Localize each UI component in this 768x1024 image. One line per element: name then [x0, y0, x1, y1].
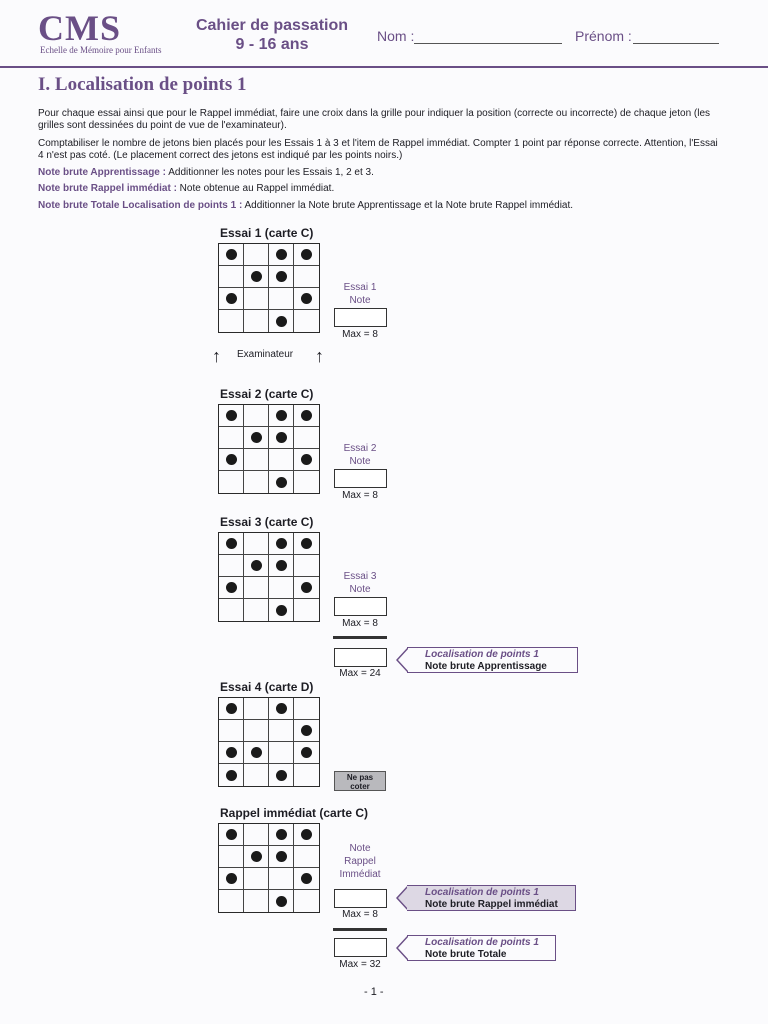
grid-cell[interactable]: [269, 266, 294, 288]
instruction-totale-label: Note brute Totale Localisation de points 1 :: [38, 200, 243, 211]
grid-title-essai-1: Essai 1 (carte C): [220, 226, 314, 240]
grid-cell[interactable]: [269, 427, 294, 449]
token-dot: [251, 432, 262, 443]
max-totale: Max = 32: [339, 959, 381, 970]
arrow-up-icon: ↑: [315, 346, 324, 366]
grid-cell[interactable]: [219, 720, 244, 742]
instruction-apprentissage-text: Additionner les notes pour les Essais 1, 2 et 3.: [165, 167, 374, 178]
token-dot: [276, 829, 287, 840]
prenom-label: Prénom :: [575, 28, 632, 44]
score-box-essai-1[interactable]: [334, 308, 387, 327]
section-title: I. Localisation de points 1: [38, 74, 247, 95]
grid-cell[interactable]: [294, 698, 319, 720]
token-dot: [226, 293, 237, 304]
callout-apprentissage: [407, 647, 578, 673]
callout-apprentissage-line1: Localisation de points 1: [425, 649, 539, 660]
instruction-totale-text: Additionner la Note brute Apprentissage et la Note brute Rappel immédiat.: [242, 200, 574, 211]
grid-cell[interactable]: [294, 824, 319, 846]
grid-title-essai-3: Essai 3 (carte C): [220, 515, 314, 529]
grid-cell[interactable]: [294, 577, 319, 599]
token-dot: [226, 538, 237, 549]
grid-cell[interactable]: [269, 405, 294, 427]
grid-cell[interactable]: [269, 764, 294, 786]
grid-essai-1[interactable]: [218, 243, 320, 333]
token-dot: [301, 829, 312, 840]
grid-cell[interactable]: [294, 533, 319, 555]
note-label-essai-3: Essai 3 Note: [343, 571, 377, 595]
token-dot: [226, 582, 237, 593]
grid-cell[interactable]: [219, 868, 244, 890]
grid-cell[interactable]: [244, 427, 269, 449]
grid-cell[interactable]: [244, 405, 269, 427]
grid-cell[interactable]: [294, 599, 319, 621]
grid-cell[interactable]: [294, 868, 319, 890]
grid-cell[interactable]: [269, 720, 294, 742]
grid-cell[interactable]: [219, 471, 244, 493]
note-label-essai-2: Essai 2 Note: [343, 443, 377, 467]
arrow-up-icon: ↑: [212, 346, 221, 366]
grid-cell[interactable]: [219, 764, 244, 786]
grid-cell[interactable]: [294, 449, 319, 471]
grid-cell[interactable]: [294, 720, 319, 742]
grid-cell[interactable]: [244, 599, 269, 621]
token-dot: [226, 249, 237, 260]
grid-cell[interactable]: [219, 533, 244, 555]
grid-cell[interactable]: [269, 599, 294, 621]
grid-cell[interactable]: [294, 846, 319, 868]
nom-label: Nom :: [377, 28, 415, 44]
grid-cell[interactable]: [269, 846, 294, 868]
token-dot: [226, 747, 237, 758]
grid-cell[interactable]: [244, 890, 269, 912]
token-dot: [226, 770, 237, 781]
callout-totale-line2: Note brute Totale: [425, 949, 507, 960]
grid-cell[interactable]: [269, 868, 294, 890]
callout-rappel-line2: Note brute Rappel immédiat: [425, 899, 558, 910]
token-dot: [276, 851, 287, 862]
token-dot: [251, 747, 262, 758]
token-dot: [276, 703, 287, 714]
token-dot: [226, 873, 237, 884]
grid-cell[interactable]: [219, 599, 244, 621]
grid-cell[interactable]: [219, 427, 244, 449]
grid-cell[interactable]: [219, 288, 244, 310]
token-dot: [301, 725, 312, 736]
score-box-apprentissage[interactable]: [334, 648, 387, 667]
booklet-title-line2: 9 - 16 ans: [235, 36, 309, 53]
grid-cell[interactable]: [269, 698, 294, 720]
grid-cell[interactable]: [269, 244, 294, 266]
grid-title-rappel: Rappel immédiat (carte C): [220, 806, 369, 820]
grid-cell[interactable]: [219, 846, 244, 868]
grid-cell[interactable]: [269, 310, 294, 332]
grid-cell[interactable]: [219, 266, 244, 288]
grid-cell[interactable]: [244, 577, 269, 599]
grid-cell[interactable]: [244, 720, 269, 742]
grid-rappel[interactable]: [218, 823, 320, 913]
sum-rule-apprentissage: [333, 636, 387, 639]
callout-rappel: [407, 885, 576, 911]
token-dot: [276, 560, 287, 571]
booklet-title: [192, 16, 352, 54]
grid-cell[interactable]: [244, 868, 269, 890]
token-dot: [301, 293, 312, 304]
grid-cell[interactable]: [219, 405, 244, 427]
grid-cell[interactable]: [269, 824, 294, 846]
token-dot: [301, 454, 312, 465]
token-dot: [226, 454, 237, 465]
grid-cell[interactable]: [269, 533, 294, 555]
grid-cell[interactable]: [269, 471, 294, 493]
max-apprentissage: Max = 24: [339, 668, 381, 679]
token-dot: [276, 538, 287, 549]
callout-totale-line1: Localisation de points 1: [425, 937, 539, 948]
token-dot: [251, 560, 262, 571]
instruction-p1: Pour chaque essai ainsi que pour le Rappel immédiat, faire une croix dans la grille pour indiquer la position (correcte ou incorrecte) de chaque jeton (les grilles sont dessinées du point de vue de l'examinateur).: [38, 108, 711, 131]
grid-cell[interactable]: [219, 698, 244, 720]
ne-pas-coter-badge: Ne pas coter: [334, 771, 386, 791]
grid-cell[interactable]: [294, 266, 319, 288]
grid-cell[interactable]: [219, 449, 244, 471]
token-dot: [301, 249, 312, 260]
score-box-essai-3[interactable]: [334, 597, 387, 616]
max-rappel: Max = 8: [342, 909, 378, 920]
grid-cell[interactable]: [294, 555, 319, 577]
grid-cell[interactable]: [294, 288, 319, 310]
grid-cell[interactable]: [244, 471, 269, 493]
token-dot: [276, 432, 287, 443]
instruction-totale: [38, 200, 722, 212]
instruction-apprentissage-label: Note brute Apprentissage :: [38, 167, 166, 178]
grid-cell[interactable]: [269, 449, 294, 471]
logo-subtitle: Echelle de Mémoire pour Enfants: [40, 45, 162, 55]
grid-cell[interactable]: [269, 577, 294, 599]
grid-cell[interactable]: [294, 427, 319, 449]
grid-cell[interactable]: [294, 405, 319, 427]
token-dot: [276, 271, 287, 282]
grid-cell[interactable]: [244, 266, 269, 288]
grid-essai-4[interactable]: [218, 697, 320, 787]
grid-cell[interactable]: [244, 742, 269, 764]
token-dot: [276, 477, 287, 488]
grid-cell[interactable]: [294, 890, 319, 912]
grid-cell[interactable]: [244, 846, 269, 868]
examinateur-label: Examinateur: [237, 349, 294, 360]
grid-essai-3[interactable]: [218, 532, 320, 622]
score-box-essai-2[interactable]: [334, 469, 387, 488]
grid-cell[interactable]: [294, 742, 319, 764]
max-essai-1: Max = 8: [342, 329, 378, 340]
grid-cell[interactable]: [294, 244, 319, 266]
grid-cell[interactable]: [244, 244, 269, 266]
token-dot: [301, 410, 312, 421]
grid-cell[interactable]: [294, 310, 319, 332]
instruction-rappel: [38, 183, 722, 195]
token-dot: [276, 605, 287, 616]
grid-cell[interactable]: [244, 764, 269, 786]
grid-cell[interactable]: [219, 890, 244, 912]
token-dot: [301, 538, 312, 549]
note-label-rappel: Note Rappel Immédiat: [339, 843, 381, 880]
grid-cell[interactable]: [294, 471, 319, 493]
callout-apprentissage-line2: Note brute Apprentissage: [425, 661, 547, 672]
grid-cell[interactable]: [219, 824, 244, 846]
token-dot: [226, 829, 237, 840]
grid-cell[interactable]: [244, 449, 269, 471]
instruction-p2: Comptabiliser le nombre de jetons bien placés pour les Essais 1 à 3 et l'item de Rappel immédiat. Compter 1 point par réponse correcte. Attention, l'Essai 4 n'est pas coté. (Le placement correct des jetons est indiqué par les points noirs.): [38, 138, 718, 161]
grid-cell[interactable]: [269, 890, 294, 912]
token-dot: [251, 271, 262, 282]
note-label-essai-1: Essai 1 Note: [343, 282, 377, 306]
grid-cell[interactable]: [244, 698, 269, 720]
token-dot: [276, 896, 287, 907]
grid-cell[interactable]: [219, 577, 244, 599]
max-essai-2: Max = 8: [342, 490, 378, 501]
grid-cell[interactable]: [294, 764, 319, 786]
score-box-totale[interactable]: [334, 938, 387, 957]
sum-rule-totale: [333, 928, 387, 931]
cms-logo: CMS: [38, 8, 121, 48]
grid-cell[interactable]: [244, 310, 269, 332]
page-number: - 1 -: [364, 986, 384, 998]
grid-cell[interactable]: [219, 555, 244, 577]
max-essai-3: Max = 8: [342, 618, 378, 629]
grid-cell[interactable]: [269, 555, 294, 577]
grid-cell[interactable]: [244, 533, 269, 555]
instruction-apprentissage: [38, 167, 722, 179]
nom-field[interactable]: [414, 43, 562, 44]
grid-title-essai-2: Essai 2 (carte C): [220, 387, 314, 401]
token-dot: [301, 582, 312, 593]
token-dot: [276, 770, 287, 781]
instruction-rappel-label: Note brute Rappel immédiat :: [38, 183, 177, 194]
grid-cell[interactable]: [244, 555, 269, 577]
token-dot: [301, 873, 312, 884]
instruction-rappel-text: Note obtenue au Rappel immédiat.: [176, 183, 335, 194]
grid-cell[interactable]: [219, 244, 244, 266]
prenom-field[interactable]: [633, 43, 719, 44]
score-box-rappel[interactable]: [334, 889, 387, 908]
token-dot: [301, 747, 312, 758]
grid-cell[interactable]: [269, 288, 294, 310]
token-dot: [226, 410, 237, 421]
token-dot: [226, 703, 237, 714]
booklet-title-line1: Cahier de passation: [195, 17, 349, 34]
token-dot: [276, 249, 287, 260]
grid-cell[interactable]: [269, 742, 294, 764]
grid-cell[interactable]: [219, 310, 244, 332]
grid-cell[interactable]: [244, 824, 269, 846]
callout-totale: [407, 935, 556, 961]
grid-essai-2[interactable]: [218, 404, 320, 494]
token-dot: [251, 851, 262, 862]
grid-cell[interactable]: [244, 288, 269, 310]
header-rule: [0, 66, 768, 68]
grid-title-essai-4: Essai 4 (carte D): [220, 680, 314, 694]
grid-cell[interactable]: [219, 742, 244, 764]
token-dot: [276, 410, 287, 421]
token-dot: [276, 316, 287, 327]
callout-rappel-line1: Localisation de points 1: [425, 887, 539, 898]
